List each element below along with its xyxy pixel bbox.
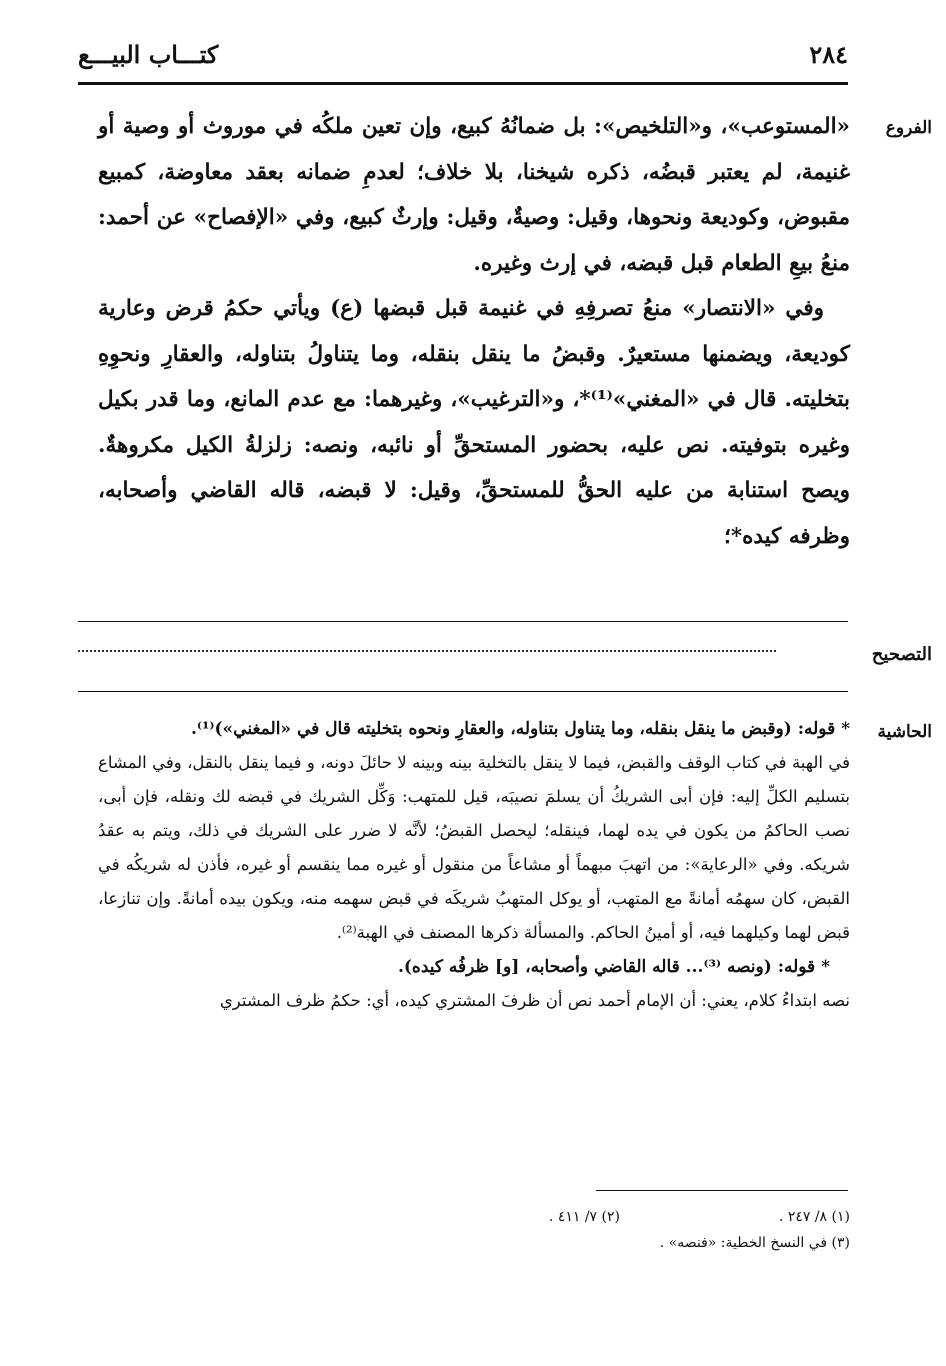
main-paragraph-1: «المستوعب»، و«التلخيص»: بل ضمانُهُ كبيع، وإن تعين ملكُه في موروث أو وصية أو غنيمة، لم يعتبر قبضُه، ذكره شيخنا، بلا خلاف؛ لعدمِ ضمانه بعقد معاوضة، كمبيع مقبوض، وكوديعة ونحوها، وقيل: وصيةٌ، وقيل: وإرثٌ كبيع، وفي «الإفصاح» عن أحمد: منعُ بيعِ الطعام قبل قبضه، في إرث وغيره. — [98, 114, 850, 276]
commentary-heading-1: * قوله: (وقبض ما ينقل بنقله، وما يتناول بتناوله، والعقارِ ونحوه بتخليته قال في «المغني»)⁽¹⁾. — [191, 719, 850, 739]
commentary-heading-2: * قوله: (ونصه ⁽³⁾... قاله القاضي وأصحابه، [و] ظرفُه كيده). — [397, 957, 830, 977]
footnote-2: (٢) ٧/ ٤١١ . — [548, 1209, 620, 1225]
footnote-rule — [596, 1190, 848, 1191]
main-bottom-rule — [78, 621, 848, 622]
header-rule — [78, 82, 848, 85]
commentary — [98, 712, 850, 1018]
label-tashih: التصحيح — [871, 644, 932, 665]
page-number: ٢٨٤ — [809, 40, 848, 69]
main-text — [98, 104, 850, 559]
footnote-3: (٣) في النسخ الخطية: «فنصه» . — [659, 1235, 850, 1251]
running-title: كتـــاب البيـــع — [78, 40, 219, 69]
commentary-body-1: في الهبة في كتاب الوقف والقبض، فيما لا ينقل بالتخلية بينه وبينه لا حائلَ دونه، و فيما ينقل بالنقل، وفي المشاع بتسليم الكلِّ إليه: فإن أبى الشريكُ أن يسلمَ نصيبَه، قيل للمتهب: وَكِّل الشريك في قبضه لك ونقله، فإن أبى، نصب الحاكمُ من يكون في يده لهما، فينقله؛ ليحصل القبضُ؛ لأنَّه لا ضرر على الشريك في ذلك، ويتم به عقدُ شريكه. وفي «الرعاية»: من اتهبَ مبهماً أو مشاعاً من منقول أو غيره مما ينقسم أو غيره، فأذن له شريكُه في القبض، كان سهمُه أمانةً مع المتهب، أو يوكل المتهبُ شريكَه في قبض سهمه منه، ويكون بيده أمانةً. وإن تنازعا، قبض لهما وكيلهما فيه، أو أمينُ الحاكم. والمسألة ذكرها المصنف في الهبة⁽²⁾. — [98, 753, 850, 942]
commentary-body-2: نصه ابتداءُ كلام، يعني: أن الإمام أحمد نص أن ظرفَ المشتري كيده، أي: حكمُ ظرف المشتري — [219, 991, 850, 1010]
label-hashiya: الحاشية — [877, 722, 932, 742]
label-furu: الفروع — [885, 118, 932, 138]
footnotes — [98, 1204, 850, 1256]
main-paragraph-2: وفي «الانتصار» منعُ تصرفِهِ في غنيمة قبل قبضها (ع) ويأتي حكمُ قرض وعارية كوديعة، ويضمنها مستعيرٌ. وقبضُ ما ينقل بنقله، وما يتناولُ بتناوله، والعقارِ ونحوِهِ بتخليته. قال في «المغني»⁽¹⁾*، و«الترغيب»، وغيرهما: مع عدم المانع، وما قدر بكيل وغيره بتوفيته. نص عليه، بحضور المستحقِّ أو نائبه، ونصه: زلزلةُ الكيل مكروهةٌ. ويصح استنابة من عليه الحقُّ للمستحقِّ، وقيل: لا قبضه، قاله القاضي وأصحابه، وظرفه كيده*؛ — [98, 296, 850, 549]
page-header — [78, 40, 848, 76]
commentary-top-rule — [78, 691, 848, 692]
footnote-1: (١) ٨/ ٢٤٧ . — [778, 1209, 850, 1225]
correction-dotted-line — [78, 650, 776, 652]
